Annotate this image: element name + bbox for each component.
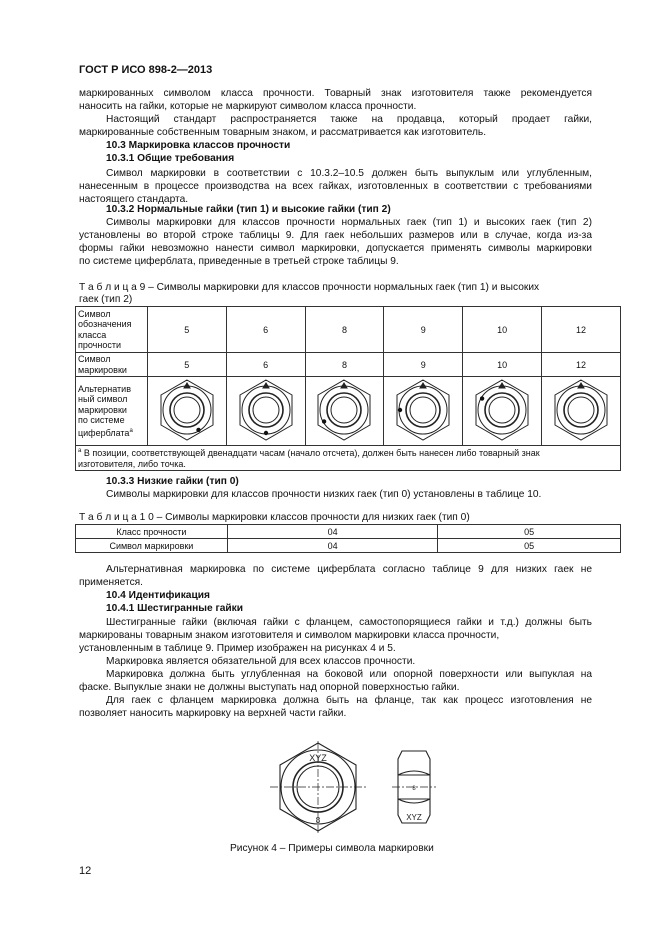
clock-nut-cell bbox=[542, 377, 621, 446]
section-heading: 10.3.1 Общие требования bbox=[106, 153, 235, 164]
svg-text:XYZ: XYZ bbox=[406, 813, 422, 822]
table-10 bbox=[75, 524, 621, 553]
paragraph-line: Шестигранные гайки (включая гайки с фланцем, самостопорящиеся гайки и т.д.) должны быть bbox=[106, 617, 592, 628]
clock-nut-cell bbox=[384, 377, 463, 446]
class-cell: 6 bbox=[226, 307, 305, 353]
section-heading: 10.3 Маркировка классов прочности bbox=[106, 140, 291, 151]
row-label: Символ маркировки bbox=[76, 353, 148, 377]
clock-nut-8-icon bbox=[310, 378, 378, 442]
table-row bbox=[76, 353, 621, 377]
paragraph-line: фаске. Выпуклые знаки не должны выступать над опорной поверхностью гайки. bbox=[79, 682, 460, 693]
paragraph-line: наносить на гайки, которые не маркируют символом класса прочности. bbox=[79, 101, 417, 112]
paragraph-line: формы гайки невозможно нанести символ маркировки, допускается применять символы маркировки bbox=[79, 243, 592, 254]
mark-cell: 05 bbox=[438, 539, 621, 553]
clock-nut-cell bbox=[463, 377, 542, 446]
mark-cell: 12 bbox=[542, 353, 621, 377]
paragraph-line: Маркировка является обязательной для всех классов прочности. bbox=[106, 656, 416, 667]
clock-nut-cell bbox=[226, 377, 305, 446]
nut-side-view-icon bbox=[392, 751, 436, 823]
paragraph-line: применяется. bbox=[79, 577, 144, 588]
table-9 bbox=[75, 306, 621, 471]
paragraph-line: по системе циферблата, приведенные в третьей строке таблицы 9. bbox=[79, 256, 399, 267]
section-heading: 10.4.1 Шестигранные гайки bbox=[106, 603, 244, 614]
class-cell: 05 bbox=[438, 525, 621, 539]
paragraph-line: Символы маркировки для классов прочности низких гаек (тип 0) установлены в таблице 10. bbox=[106, 489, 542, 500]
mark-cell: 6 bbox=[226, 353, 305, 377]
table-row bbox=[76, 539, 621, 553]
row-label: Символ маркировки bbox=[76, 539, 228, 553]
row-label: Альтернатив ный символ маркировки по системе циферблата$^a$ bbox=[76, 377, 148, 446]
table-row bbox=[76, 307, 621, 353]
clock-nut-cell bbox=[305, 377, 384, 446]
class-cell: 8 bbox=[305, 307, 384, 353]
clock-nut-12-icon bbox=[547, 378, 615, 442]
nut-top-view-icon bbox=[270, 741, 366, 835]
mark-cell: 10 bbox=[463, 353, 542, 377]
document-header: ГОСТ Р ИСО 898-2—2013 bbox=[79, 64, 213, 76]
section-heading: 10.4 Идентификация bbox=[106, 590, 210, 601]
page-number: 12 bbox=[79, 865, 92, 877]
table-footnote: $^a$ В позиции, соответствующей двенадцати часам (начало отсчета), должен быть нанесен либо товарный знак изготовителя, либо точка. bbox=[76, 446, 621, 471]
row-label: Символ обозначения класса прочности bbox=[76, 307, 148, 353]
class-cell: 04 bbox=[227, 525, 438, 539]
svg-text:XYZ: XYZ bbox=[309, 753, 327, 763]
table-caption: гаек (тип 2) bbox=[79, 294, 133, 305]
table-caption: Т а б л и ц а 1 0 – Символы маркировки классов прочности для низких гаек (тип 0) bbox=[79, 512, 470, 523]
mark-cell: 5 bbox=[147, 353, 226, 377]
paragraph-line: маркированные собственным товарным знаком, и рассматривается как изготовитель. bbox=[79, 127, 487, 138]
paragraph-line: Маркировка должна быть углубленная на боковой или опорной поверхности или выпуклая на bbox=[106, 669, 592, 680]
paragraph-line: Символ маркировки в соответствии с 10.3.2–10.5 должен быть выпуклым или углубленным, bbox=[106, 168, 592, 179]
mark-cell: 04 bbox=[227, 539, 438, 553]
paragraph-line: маркированных символом класса прочности. Товарный знак изготовителя также рекомендуется bbox=[79, 88, 592, 99]
table-row bbox=[76, 525, 621, 539]
svg-text:8: 8 bbox=[315, 816, 321, 825]
paragraph-line: позволяет наносить маркировку на верхней части гайки. bbox=[79, 708, 347, 719]
class-cell: 5 bbox=[147, 307, 226, 353]
table-row bbox=[76, 377, 621, 446]
class-cell: 12 bbox=[542, 307, 621, 353]
class-cell: 10 bbox=[463, 307, 542, 353]
svg-text:8: 8 bbox=[412, 786, 416, 792]
clock-nut-9-icon bbox=[389, 378, 457, 442]
section-heading: 10.3.3 Низкие гайки (тип 0) bbox=[106, 476, 239, 487]
mark-cell: 9 bbox=[384, 353, 463, 377]
row-label: Класс прочности bbox=[76, 525, 228, 539]
paragraph-line: установлены во второй строке таблицы 9. Для гаек небольших размеров или в случае, когда из-за bbox=[79, 230, 592, 241]
mark-cell: 8 bbox=[305, 353, 384, 377]
section-heading: 10.3.2 Нормальные гайки (тип 1) и высокие гайки (тип 2) bbox=[106, 204, 391, 215]
paragraph-line: Символы маркировки для классов прочности нормальных гаек (тип 1) и высоких гаек (тип 2) bbox=[106, 217, 592, 228]
figure-4-drawing bbox=[262, 737, 442, 837]
paragraph-line: настоящего стандарта. bbox=[79, 194, 189, 205]
paragraph-line: Для гаек с фланцем маркировка должна быть на фланце, так как процесс изготовления не bbox=[106, 695, 592, 706]
paragraph-line: Настоящий стандарт распространяется также на продавца, который продает гайки, bbox=[106, 114, 592, 125]
figure-caption: Рисунок 4 – Примеры символа маркировки bbox=[230, 843, 434, 854]
paragraph-line: маркированы товарным знаком изготовителя и символом маркировки класса прочности, bbox=[79, 630, 500, 641]
clock-nut-10-icon bbox=[468, 378, 536, 442]
table-caption: Т а б л и ц а 9 – Символы маркировки для классов прочности нормальных гаек (тип 1) и высоких bbox=[79, 282, 540, 293]
paragraph-line: нанесенным в процессе производства на всех гайках, изготовленных в соответствии с требованиями bbox=[79, 181, 592, 192]
class-cell: 9 bbox=[384, 307, 463, 353]
clock-nut-6-icon bbox=[232, 378, 300, 442]
table-row bbox=[76, 446, 621, 471]
clock-nut-cell bbox=[147, 377, 226, 446]
paragraph-line: Альтернативная маркировка по системе циферблата согласно таблице 9 для низких гаек не bbox=[106, 564, 592, 575]
paragraph-line: установленным в таблице 9. Пример изображен на рисунках 4 и 5. bbox=[79, 643, 396, 654]
clock-nut-5-icon bbox=[153, 378, 221, 442]
